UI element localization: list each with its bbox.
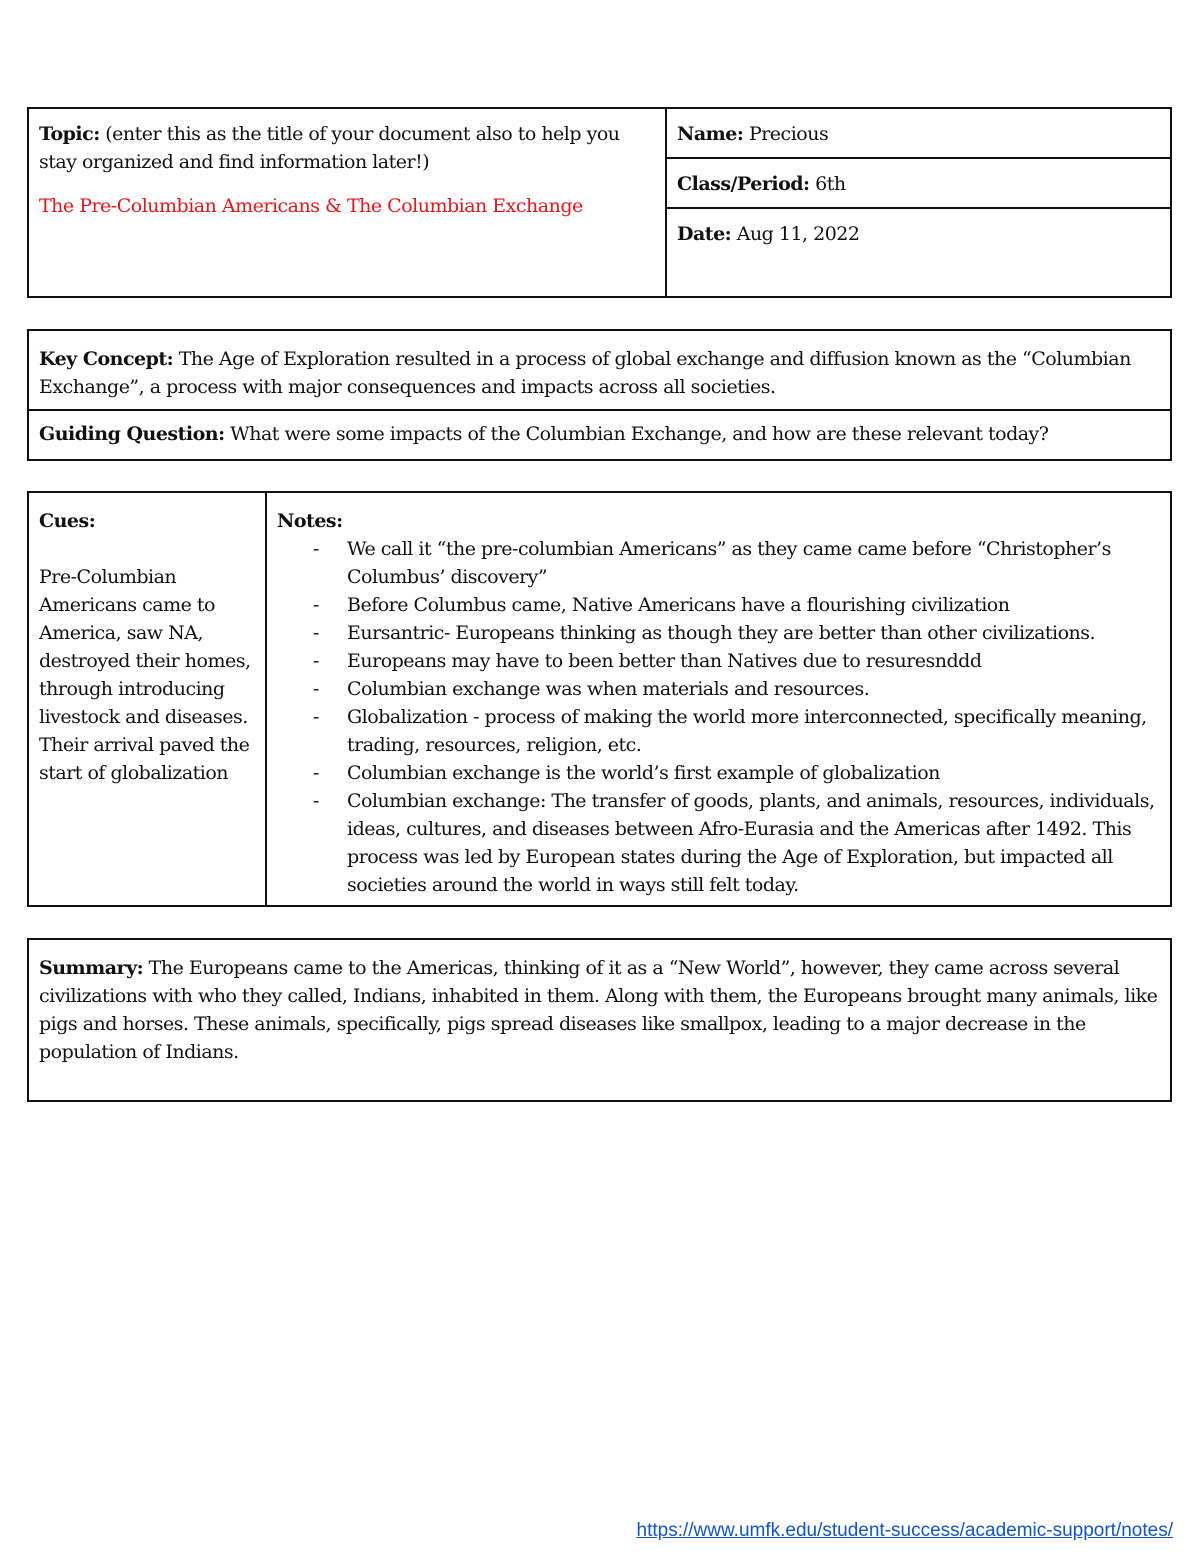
name-label: Name:	[677, 123, 744, 145]
summary-box	[27, 938, 1172, 1102]
guiding-question-text: What were some impacts of the Columbian Exchange, and how are these relevant today?	[230, 423, 1049, 445]
topic-label: Topic:	[39, 123, 100, 145]
list-item: - Before Columbus came, Native Americans have a flourishing civilization	[277, 591, 1160, 619]
summary-label: Summary:	[39, 957, 144, 979]
topic-instructions	[39, 120, 655, 176]
class-period-value: 6th	[815, 173, 846, 195]
notes-label: Notes:	[277, 510, 343, 532]
list-item: - Columbian exchange: The transfer of goods, plants, and animals, resources, individuals, ideas, cultures, and diseases between Afro-Eurasia and the Americas after 1492. This process was led by European states during the Age of Exploration, but impacted all societies around the world in ways still felt today.	[277, 787, 1160, 899]
class-period-label: Class/Period:	[677, 173, 810, 195]
list-item: - Globalization - process of making the world more interconnected, specifically meaning, trading, resources, religion, etc.	[277, 703, 1160, 759]
cues-label: Cues:	[39, 510, 96, 532]
footer-link[interactable]: https://www.umfk.edu/student-success/academic-support/notes/	[636, 1520, 1173, 1541]
concept-table	[27, 329, 1172, 461]
list-item: - We call it “the pre-columbian Americans” as they came came before “Christopher’s Columbus’ discovery”	[277, 535, 1160, 591]
topic-title: The Pre-Columbian Americans & The Columbian Exchange	[39, 195, 583, 217]
list-item: - Columbian exchange was when materials and resources.	[277, 675, 1160, 703]
list-item: - Europeans may have to been better than Natives due to resuresnddd	[277, 647, 1160, 675]
cues-column	[29, 493, 267, 905]
guiding-question-label: Guiding Question:	[39, 423, 225, 445]
header-table	[27, 107, 1172, 298]
topic-cell	[29, 109, 667, 296]
class-period-cell	[667, 159, 1170, 209]
key-concept-text: The Age of Exploration resulted in a process of global exchange and diffusion known as the “Columbian Exchange”, a process with major consequences and impacts across all societies.	[39, 348, 1131, 398]
topic-instructions-text: (enter this as the title of your document also to help you stay organized and find information later!)	[39, 123, 620, 173]
summary-text: The Europeans came to the Americas, thinking of it as a “New World”, however, they came across several civilizations with who they called, Indians, inhabited in them. Along with them, the Europeans brought many animals, like pigs and horses. These animals, specifically, pigs spread diseases like smallpox, leading to a major decrease in the population of Indians.	[39, 957, 1158, 1063]
date-cell	[667, 209, 1170, 296]
date-label: Date:	[677, 223, 732, 245]
list-item: - Columbian exchange is the world’s first example of globalization	[277, 759, 1160, 787]
cues-text: Pre-Columbian Americans came to America, saw NA, destroyed their homes, through introducing livestock and diseases. Their arrival paved the start of globalization	[39, 566, 251, 784]
name-cell	[667, 109, 1170, 159]
name-value: Precious	[748, 123, 829, 145]
date-value: Aug 11, 2022	[736, 223, 860, 245]
notes-table	[27, 491, 1172, 907]
notes-column	[267, 493, 1170, 905]
notes-list	[277, 535, 1160, 899]
key-concept-label: Key Concept:	[39, 348, 174, 370]
list-item: - Eursantric- Europeans thinking as though they are better than other civilizations.	[277, 619, 1160, 647]
guiding-question-cell	[29, 411, 1170, 459]
key-concept-cell	[29, 331, 1170, 411]
